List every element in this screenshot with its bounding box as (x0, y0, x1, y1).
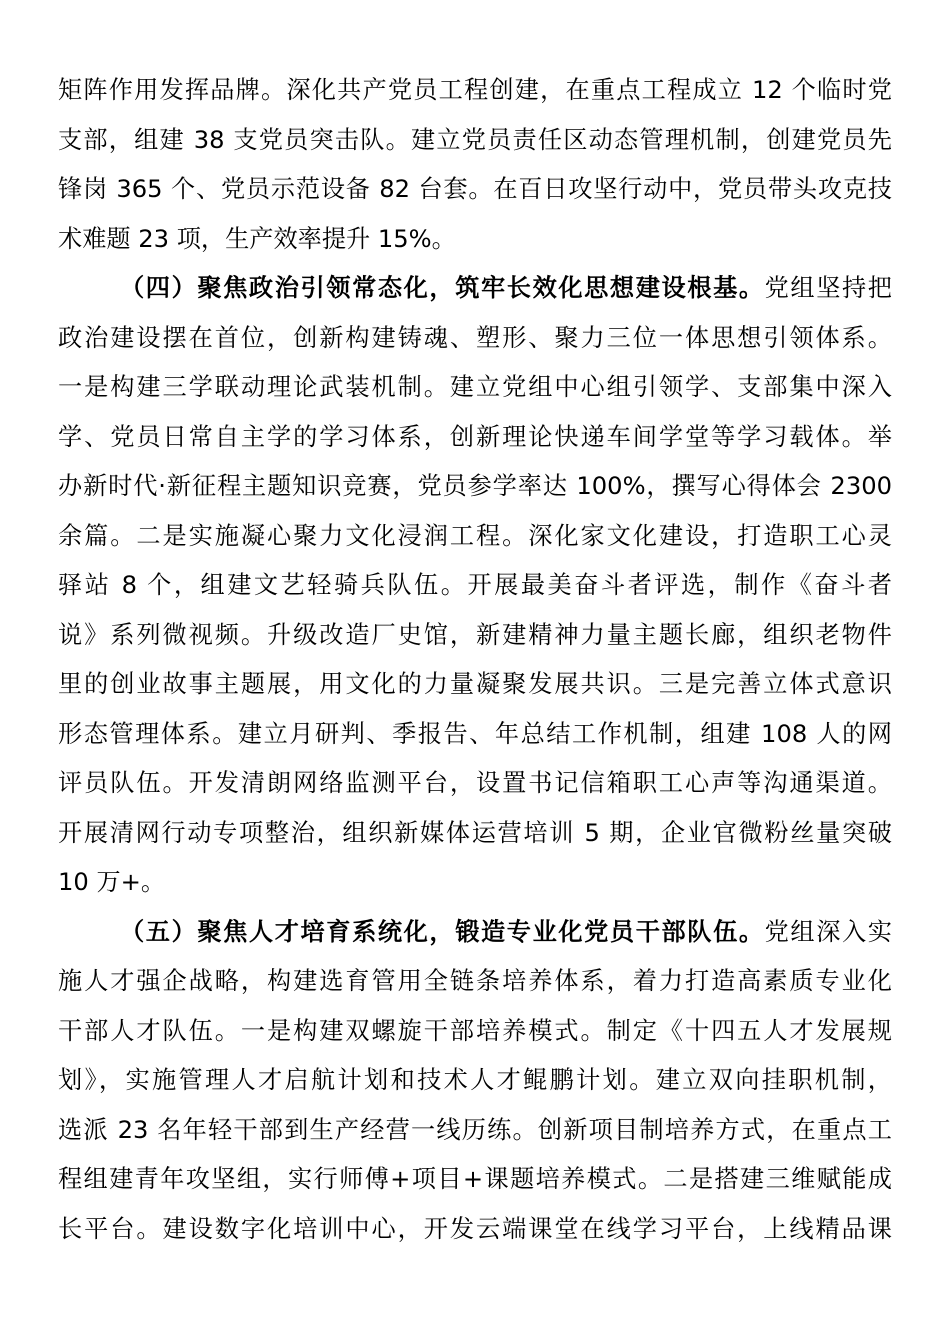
text-line: 里的创业故事主题展，用文化的力量凝聚发展共识。三是完善立体式意识 (58, 670, 892, 698)
text-line: 一是构建三学联动理论武装机制。建立党组中心组引领学、支部集中深入 (58, 373, 892, 401)
text-line (58, 264, 892, 314)
text-line: 长平台。建设数字化培训中心，开发云端课堂在线学习平台，上线精品课 (58, 1214, 892, 1243)
text-line: 矩阵作用发挥品牌。深化共产党员工程创建，在重点工程成立 12 个临时党 (58, 76, 892, 104)
text-line: 形态管理体系。建立月研判、季报告、年总结工作机制，组建 108 人的网 (58, 719, 892, 748)
text-line: 评员队伍。开发清朗网络监测平台，设置书记信箱职工心声等沟通渠道。 (58, 769, 892, 797)
paragraph-talent-cultivation (58, 908, 892, 1255)
paragraph-matrix-role (58, 66, 892, 264)
text-line: 说》系列微视频。升级改造厂史馆，新建精神力量主题长廊，组织老物件 (58, 620, 892, 649)
text-line: 10 万+。 (58, 868, 166, 896)
text-line: 驿站 8 个，组建文艺轻骑兵队伍。开展最美奋斗者评选，制作《奋斗者 (58, 571, 892, 599)
section-heading: （四）聚焦政治引领常态化，筑牢长效化思想建设根基。 (120, 274, 765, 302)
text-line: 余篇。二是实施凝心聚力文化浸润工程。深化家文化建设，打造职工心灵 (58, 521, 892, 550)
text-line: 干部人才队伍。一是构建双螺旋干部培养模式。制定《十四五人才发展规 (58, 1016, 892, 1045)
text-run: 党组坚持把 (764, 274, 892, 302)
text-line: 术难题 23 项，生产效率提升 15%。 (58, 224, 456, 253)
text-line: 办新时代·新征程主题知识竞赛，党员参学率达 100%，撰写心得体会 2300 (58, 472, 892, 500)
text-line: 政治建设摆在首位，创新构建铸魂、塑形、聚力三位一体思想引领体系。 (58, 323, 892, 352)
paragraph-political-guidance (58, 264, 892, 908)
text-line: 程组建青年攻坚组，实行师傅+项目+课题培养模式。二是搭建三维赋能成 (58, 1165, 892, 1193)
text-line: 选派 23 名年轻干部到生产经营一线历练。创新项目制培养方式，在重点工 (58, 1115, 892, 1144)
section-heading: （五）聚焦人才培育系统化，锻造专业化党员干部队伍。 (120, 917, 765, 946)
text-line: 锋岗 365 个、党员示范设备 82 台套。在百日攻坚行动中，党员带头攻克技 (58, 175, 892, 203)
text-line: 划》，实施管理人才启航计划和技术人才鲲鹏计划。建立双向挂职机制， (58, 1066, 892, 1094)
text-line (58, 908, 892, 958)
text-run: 党组深入实 (764, 917, 892, 946)
text-line: 施人才强企战略，构建选育管用全链条培养体系，着力打造高素质专业化 (58, 967, 892, 995)
text-line: 支部，组建 38 支党员突击队。建立党员责任区动态管理机制，创建党员先 (58, 125, 892, 154)
document-page (58, 66, 892, 1254)
text-line: 开展清网行动专项整治，组织新媒体运营培训 5 期，企业官微粉丝量突破 (58, 818, 892, 847)
text-line: 学、党员日常自主学的学习体系，创新理论快递车间学堂等学习载体。举 (58, 422, 892, 451)
